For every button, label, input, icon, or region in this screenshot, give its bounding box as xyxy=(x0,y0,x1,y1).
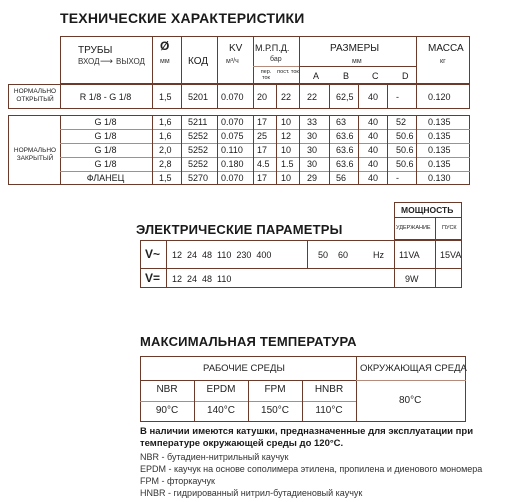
table-cell: 0.130 xyxy=(428,173,451,183)
pipes-header: ТРУБЫ xyxy=(78,45,113,56)
tech-title: ТЕХНИЧЕСКИЕ ХАРАКТЕРИСТИКИ xyxy=(60,10,305,26)
table-cell: 17 xyxy=(257,117,268,127)
table-cell: 40 xyxy=(368,173,379,183)
table-cell: 40 xyxy=(368,117,379,127)
kv-unit: м³/ч xyxy=(226,58,239,65)
table-cell: - xyxy=(396,92,399,102)
table-cell: 25 xyxy=(257,131,268,141)
elec-title: ЭЛЕКТРИЧЕСКИЕ ПАРАМЕТРЫ xyxy=(136,222,343,237)
table-cell: 10 xyxy=(281,117,292,127)
table-cell: 0.135 xyxy=(428,117,451,127)
dim-a: A xyxy=(313,71,320,81)
ac-hold: 11VA xyxy=(399,250,420,260)
dc-label: V= xyxy=(145,271,161,285)
note-fpm: FPM - фторкаучук xyxy=(140,476,215,486)
table-cell: 40 xyxy=(368,159,379,169)
table-cell: 40 xyxy=(368,92,379,102)
media-header: РАБОЧИЕ СРЕДЫ xyxy=(203,363,285,374)
table-cell: 5252 xyxy=(188,145,209,155)
table-cell: 0.180 xyxy=(221,159,244,169)
pipes-in: ВХОД xyxy=(78,57,100,66)
code-header: КОД xyxy=(188,56,209,67)
table-cell: 30 xyxy=(307,131,318,141)
table-cell: 50.6 xyxy=(396,131,414,141)
kv-header: KV xyxy=(229,43,243,54)
table-cell: 0.070 xyxy=(221,173,244,183)
table-cell: 52 xyxy=(396,117,407,127)
table-cell: 22 xyxy=(307,92,318,102)
table-cell: 0.135 xyxy=(428,131,451,141)
table-cell: 63.6 xyxy=(336,131,354,141)
table-cell: 33 xyxy=(307,117,318,127)
table-cell: 30 xyxy=(307,159,318,169)
diameter-unit: мм xyxy=(160,58,170,65)
table-cell: 17 xyxy=(257,145,268,155)
table-cell: G 1/8 xyxy=(94,117,117,127)
table-cell: 17 xyxy=(257,173,268,183)
table-cell: 4.5 xyxy=(257,159,270,169)
table-cell: 2,0 xyxy=(159,145,172,155)
material-label: NBR xyxy=(156,384,178,395)
ac-start: 15VA xyxy=(440,250,462,260)
diameter-header: Ø xyxy=(160,39,170,53)
table-cell: 2,8 xyxy=(159,159,172,169)
power-header: МОЩНОСТЬ xyxy=(401,205,454,215)
mopd-ac: пер. ток xyxy=(260,69,272,82)
table-cell: 5211 xyxy=(188,117,208,127)
dim-c: C xyxy=(372,71,379,81)
table-cell: 5270 xyxy=(188,173,209,183)
table-cell: 40 xyxy=(368,131,379,141)
hold-header: УДЕРЖАНИЕ xyxy=(396,225,431,231)
table-cell: 0.135 xyxy=(428,145,451,155)
table-cell: 1,5 xyxy=(159,92,172,102)
dims-unit: мм xyxy=(352,58,362,65)
material-temp: 140°C xyxy=(207,405,235,416)
table-cell: 0.070 xyxy=(221,92,244,102)
table-cell: 0.110 xyxy=(221,145,243,155)
table-cell: 40 xyxy=(368,145,379,155)
pipes-out: ВЫХОД xyxy=(116,57,145,66)
table-cell: 62,5 xyxy=(336,92,354,102)
mass-unit: кг xyxy=(440,58,446,65)
dc-hold: 9W xyxy=(405,274,419,284)
table-cell: 20 xyxy=(257,92,268,102)
start-header: ПУСК xyxy=(442,225,457,231)
mopd-unit: бар xyxy=(270,56,282,63)
note-hnbr: HNBR - гидрированный нитрил-бутадиеновый каучук xyxy=(140,488,363,498)
note-nbr: NBR - бутадиен-нитрильный каучук xyxy=(140,452,289,462)
ambient-header: ОКРУЖАЮЩАЯ СРЕДА xyxy=(360,363,467,374)
ac-label: V~ xyxy=(145,247,161,261)
mopd-dc: пост. ток xyxy=(277,69,299,75)
table-cell: 22 xyxy=(281,92,292,102)
table-cell: G 1/8 xyxy=(94,131,117,141)
frequencies: 50 60 xyxy=(318,250,349,260)
note-epdm: EPDM - каучук на основе сополимера этилена, пропилена и диенового мономера xyxy=(140,464,483,474)
table-cell: 5252 xyxy=(188,131,209,141)
table-cell: 0.075 xyxy=(221,131,244,141)
table-cell: 5252 xyxy=(188,159,209,169)
material-temp: 90°C xyxy=(155,405,179,416)
arrow-right-icon: ⟶ xyxy=(100,56,113,66)
group-open-label: НОРМАЛЬНО ОТКРЫТЫЙ xyxy=(13,88,57,104)
table-cell: 50.6 xyxy=(396,145,414,155)
material-label: HNBR xyxy=(314,384,344,395)
material-label: FPM xyxy=(264,384,286,395)
table-cell: 1,6 xyxy=(159,131,172,141)
group-closed-label: НОРМАЛЬНО ЗАКРЫТЫЙ xyxy=(13,147,57,163)
table-cell: 56 xyxy=(336,173,347,183)
table-cell: 29 xyxy=(307,173,318,183)
dc-voltages: 12 24 48 110 xyxy=(172,274,232,284)
table-cell: 63.6 xyxy=(336,145,354,155)
dim-d: D xyxy=(402,71,409,81)
material-label: EPDM xyxy=(206,384,236,395)
table-cell: 0.135 xyxy=(428,159,451,169)
table-cell: 50.6 xyxy=(396,159,414,169)
table-cell: 63 xyxy=(336,117,347,127)
table-cell: 1,5 xyxy=(159,173,172,183)
table-cell: G 1/8 xyxy=(94,159,117,169)
table-cell: 12 xyxy=(281,131,292,141)
table-cell: 0.070 xyxy=(221,117,244,127)
mass-header: МАССА xyxy=(428,43,464,54)
table-cell: 5201 xyxy=(188,92,209,102)
table-cell: 10 xyxy=(281,173,292,183)
material-temp: 110°C xyxy=(315,405,343,416)
freq-unit: Hz xyxy=(373,250,384,260)
table-cell: 0.120 xyxy=(428,92,451,102)
table-cell: 1,6 xyxy=(159,117,172,127)
table-cell: R 1/8 - G 1/8 xyxy=(79,92,132,102)
table-cell: ФЛАНЕЦ xyxy=(86,173,125,183)
table-cell: 30 xyxy=(307,145,318,155)
table-cell: G 1/8 xyxy=(94,145,117,155)
table-cell: 63.6 xyxy=(336,159,354,169)
mopd-header: М.Р.П.Д. xyxy=(255,43,290,53)
ambient-temp: 80°C xyxy=(399,395,422,406)
temp-title: МАКСИМАЛЬНАЯ ТЕМПЕРАТУРА xyxy=(140,334,357,349)
table-cell: 10 xyxy=(281,145,292,155)
note-bold: В наличии имеются катушки, предназначенные для эксплуатации при температуре окружающей среды до 120°С. xyxy=(140,426,474,449)
ac-voltages: 12 24 48 110 230 400 xyxy=(172,250,272,260)
material-temp: 150°C xyxy=(261,405,289,416)
table-cell: - xyxy=(396,173,399,183)
table-cell: 1.5 xyxy=(281,159,294,169)
dims-header: РАЗМЕРЫ xyxy=(330,43,380,54)
dim-b: B xyxy=(343,71,350,81)
